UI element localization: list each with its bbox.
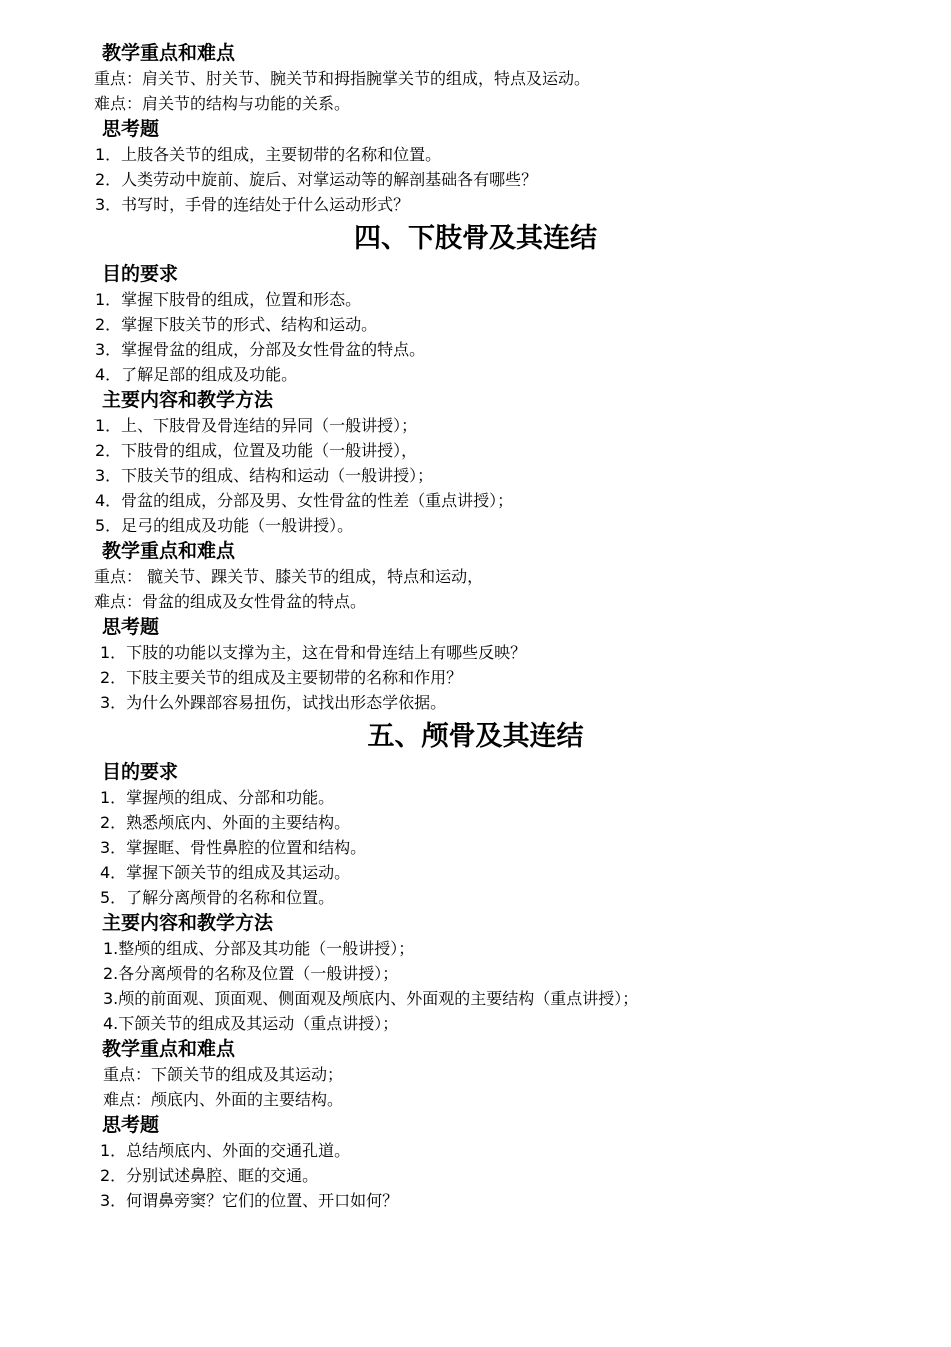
goal-line: 5．了解分离颅骨的名称和位置。 [100,888,335,907]
focus-heading: 教学重点和难点 [102,1038,236,1060]
focus-line: 难点：骨盆的组成及女性骨盆的特点。 [94,592,367,611]
content-line: 2．下肢骨的组成，位置及功能（一般讲授）， [95,441,418,460]
think-line: 1．总结颅底内、外面的交通孔道。 [100,1141,351,1160]
content-heading: 主要内容和教学方法 [102,912,274,934]
section-4-body [94,261,894,715]
content-line: 2.各分离颅骨的名称及位置（一般讲授）； [103,964,399,983]
section-5-title: 五、颅骨及其连结 [367,721,584,752]
content-line: 1．上、下肢骨及骨连结的异同（一般讲授）； [95,416,418,435]
upper-limb-continuation [94,40,894,217]
think-line: 2．人类劳动中旋前、旋后、对掌运动等的解剖基础各有哪些？ [95,170,538,189]
think-line: 2．分别试述鼻腔、眶的交通。 [100,1166,319,1185]
goal-heading: 目的要求 [102,761,179,783]
think-line: 1．上肢各关节的组成，主要韧带的名称和位置。 [95,145,442,164]
goal-line: 3．掌握眶、骨性鼻腔的位置和结构。 [100,838,367,857]
goal-line: 3．掌握骨盆的组成，分部及女性骨盆的特点。 [95,340,426,359]
think-heading: 思考题 [102,118,160,140]
goal-line: 4．掌握下颌关节的组成及其运动。 [100,863,351,882]
content-line: 3.颅的前面观、顶面观、侧面观及颅底内、外面观的主要结构（重点讲授）； [103,989,639,1008]
goal-line: 2．熟悉颅底内、外面的主要结构。 [100,813,351,832]
focus-line: 难点：颅底内、外面的主要结构。 [103,1090,344,1109]
goal-heading: 目的要求 [102,263,179,285]
document-page [0,40,951,1213]
goal-line: 1．掌握下肢骨的组成，位置和形态。 [95,290,362,309]
section-5-body [94,759,894,1213]
content-line: 4．骨盆的组成，分部及男、女性骨盆的性差（重点讲授）； [95,491,514,510]
focus-heading: 教学重点和难点 [102,540,236,562]
content-line: 3．下肢关节的组成、结构和运动（一般讲授）； [95,466,434,485]
focus-line: 重点：肩关节、肘关节、腕关节和拇指腕掌关节的组成，特点及运动。 [94,69,591,88]
content-line: 4.下颌关节的组成及其运动（重点讲授）； [103,1014,399,1033]
focus-heading: 教学重点和难点 [102,42,236,64]
think-line: 1．下肢的功能以支撑为主，这在骨和骨连结上有哪些反映？ [100,643,527,662]
content-line: 1.整颅的组成、分部及其功能（一般讲授）； [103,939,415,958]
think-heading: 思考题 [102,616,160,638]
goal-line: 2．掌握下肢关节的形式、结构和运动。 [95,315,378,334]
focus-line: 难点：肩关节的结构与功能的关系。 [94,94,351,113]
section-4-title: 四、下肢骨及其连结 [354,223,597,254]
think-line: 3．为什么外踝部容易扭伤，试找出形态学依据。 [100,693,447,712]
think-line: 2．下肢主要关节的组成及主要韧带的名称和作用？ [100,668,463,687]
goal-line: 4．了解足部的组成及功能。 [95,365,298,384]
content-heading: 主要内容和教学方法 [102,389,274,411]
think-line: 3．书写时，手骨的连结处于什么运动形式？ [95,195,410,214]
content-line: 5．足弓的组成及功能（一般讲授）。 [95,516,354,535]
focus-line: 重点： 髋关节、踝关节、膝关节的组成，特点和运动， [94,567,484,586]
focus-line: 重点：下颌关节的组成及其运动； [103,1065,344,1084]
goal-line: 1．掌握颅的组成、分部和功能。 [100,788,335,807]
think-heading: 思考题 [102,1114,160,1136]
think-line: 3．何谓鼻旁窦？它们的位置、开口如何？ [100,1191,399,1210]
